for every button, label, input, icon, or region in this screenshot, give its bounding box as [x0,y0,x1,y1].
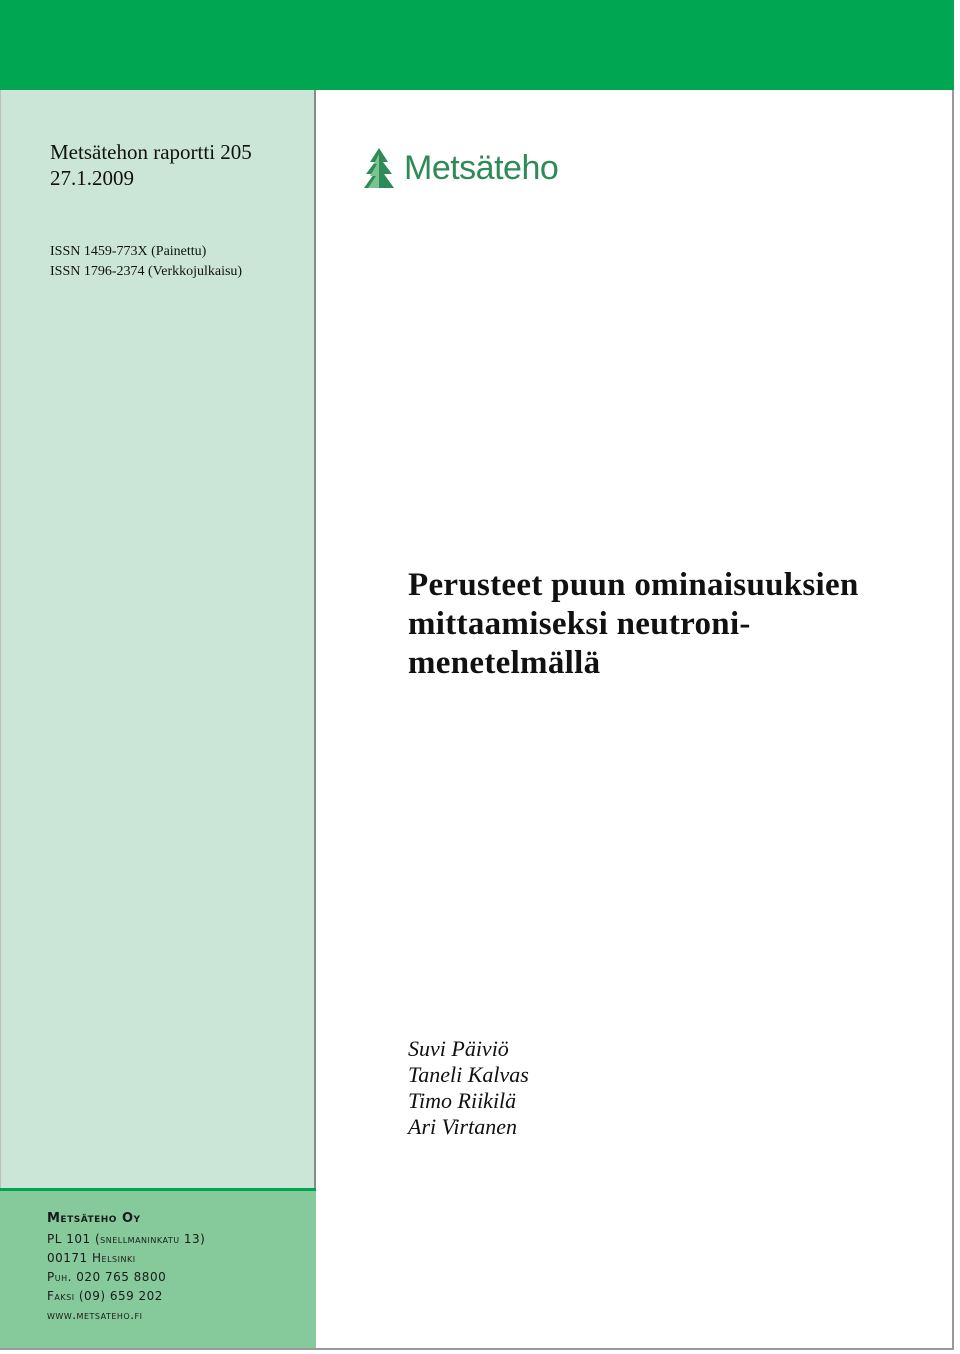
title-line-2: mittaamiseksi neutroni- [408,606,751,642]
contact-phone: Puh. 020 765 8800 [47,1270,167,1284]
top-green-band [0,0,954,90]
contact-address: PL 101 (snellmaninkatu 13) [47,1232,206,1246]
report-number: Metsätehon raportti 205 [50,140,252,164]
contact-fax: Faksi (09) 659 202 [47,1289,163,1303]
title-line-1: Perusteet puun ominaisuuksien [408,567,859,603]
metsateho-logo [362,146,558,190]
report-date: 27.1.2009 [50,166,134,190]
author-2: Taneli Kalvas [408,1062,529,1087]
issn-print: ISSN 1459-773X (Painettu) [50,244,207,259]
logo-wordmark: Metsäteho [404,149,559,187]
issn-online: ISSN 1796-2374 (Verkkojulkaisu) [50,264,243,279]
contact-website-link[interactable]: www.metsateho.fi [47,1308,143,1322]
page-right-edge [952,90,954,1350]
page-bottom-edge [0,1348,954,1350]
contact-company: Metsäteho Oy [47,1211,141,1226]
author-3: Timo Riikilä [408,1088,517,1113]
tree-logo-icon [362,148,396,188]
title-line-3: menetelmällä [408,645,601,681]
author-4: Ari Virtanen [408,1114,517,1139]
contact-city: 00171 Helsinki [47,1251,136,1265]
author-1: Suvi Päiviö [408,1036,509,1061]
